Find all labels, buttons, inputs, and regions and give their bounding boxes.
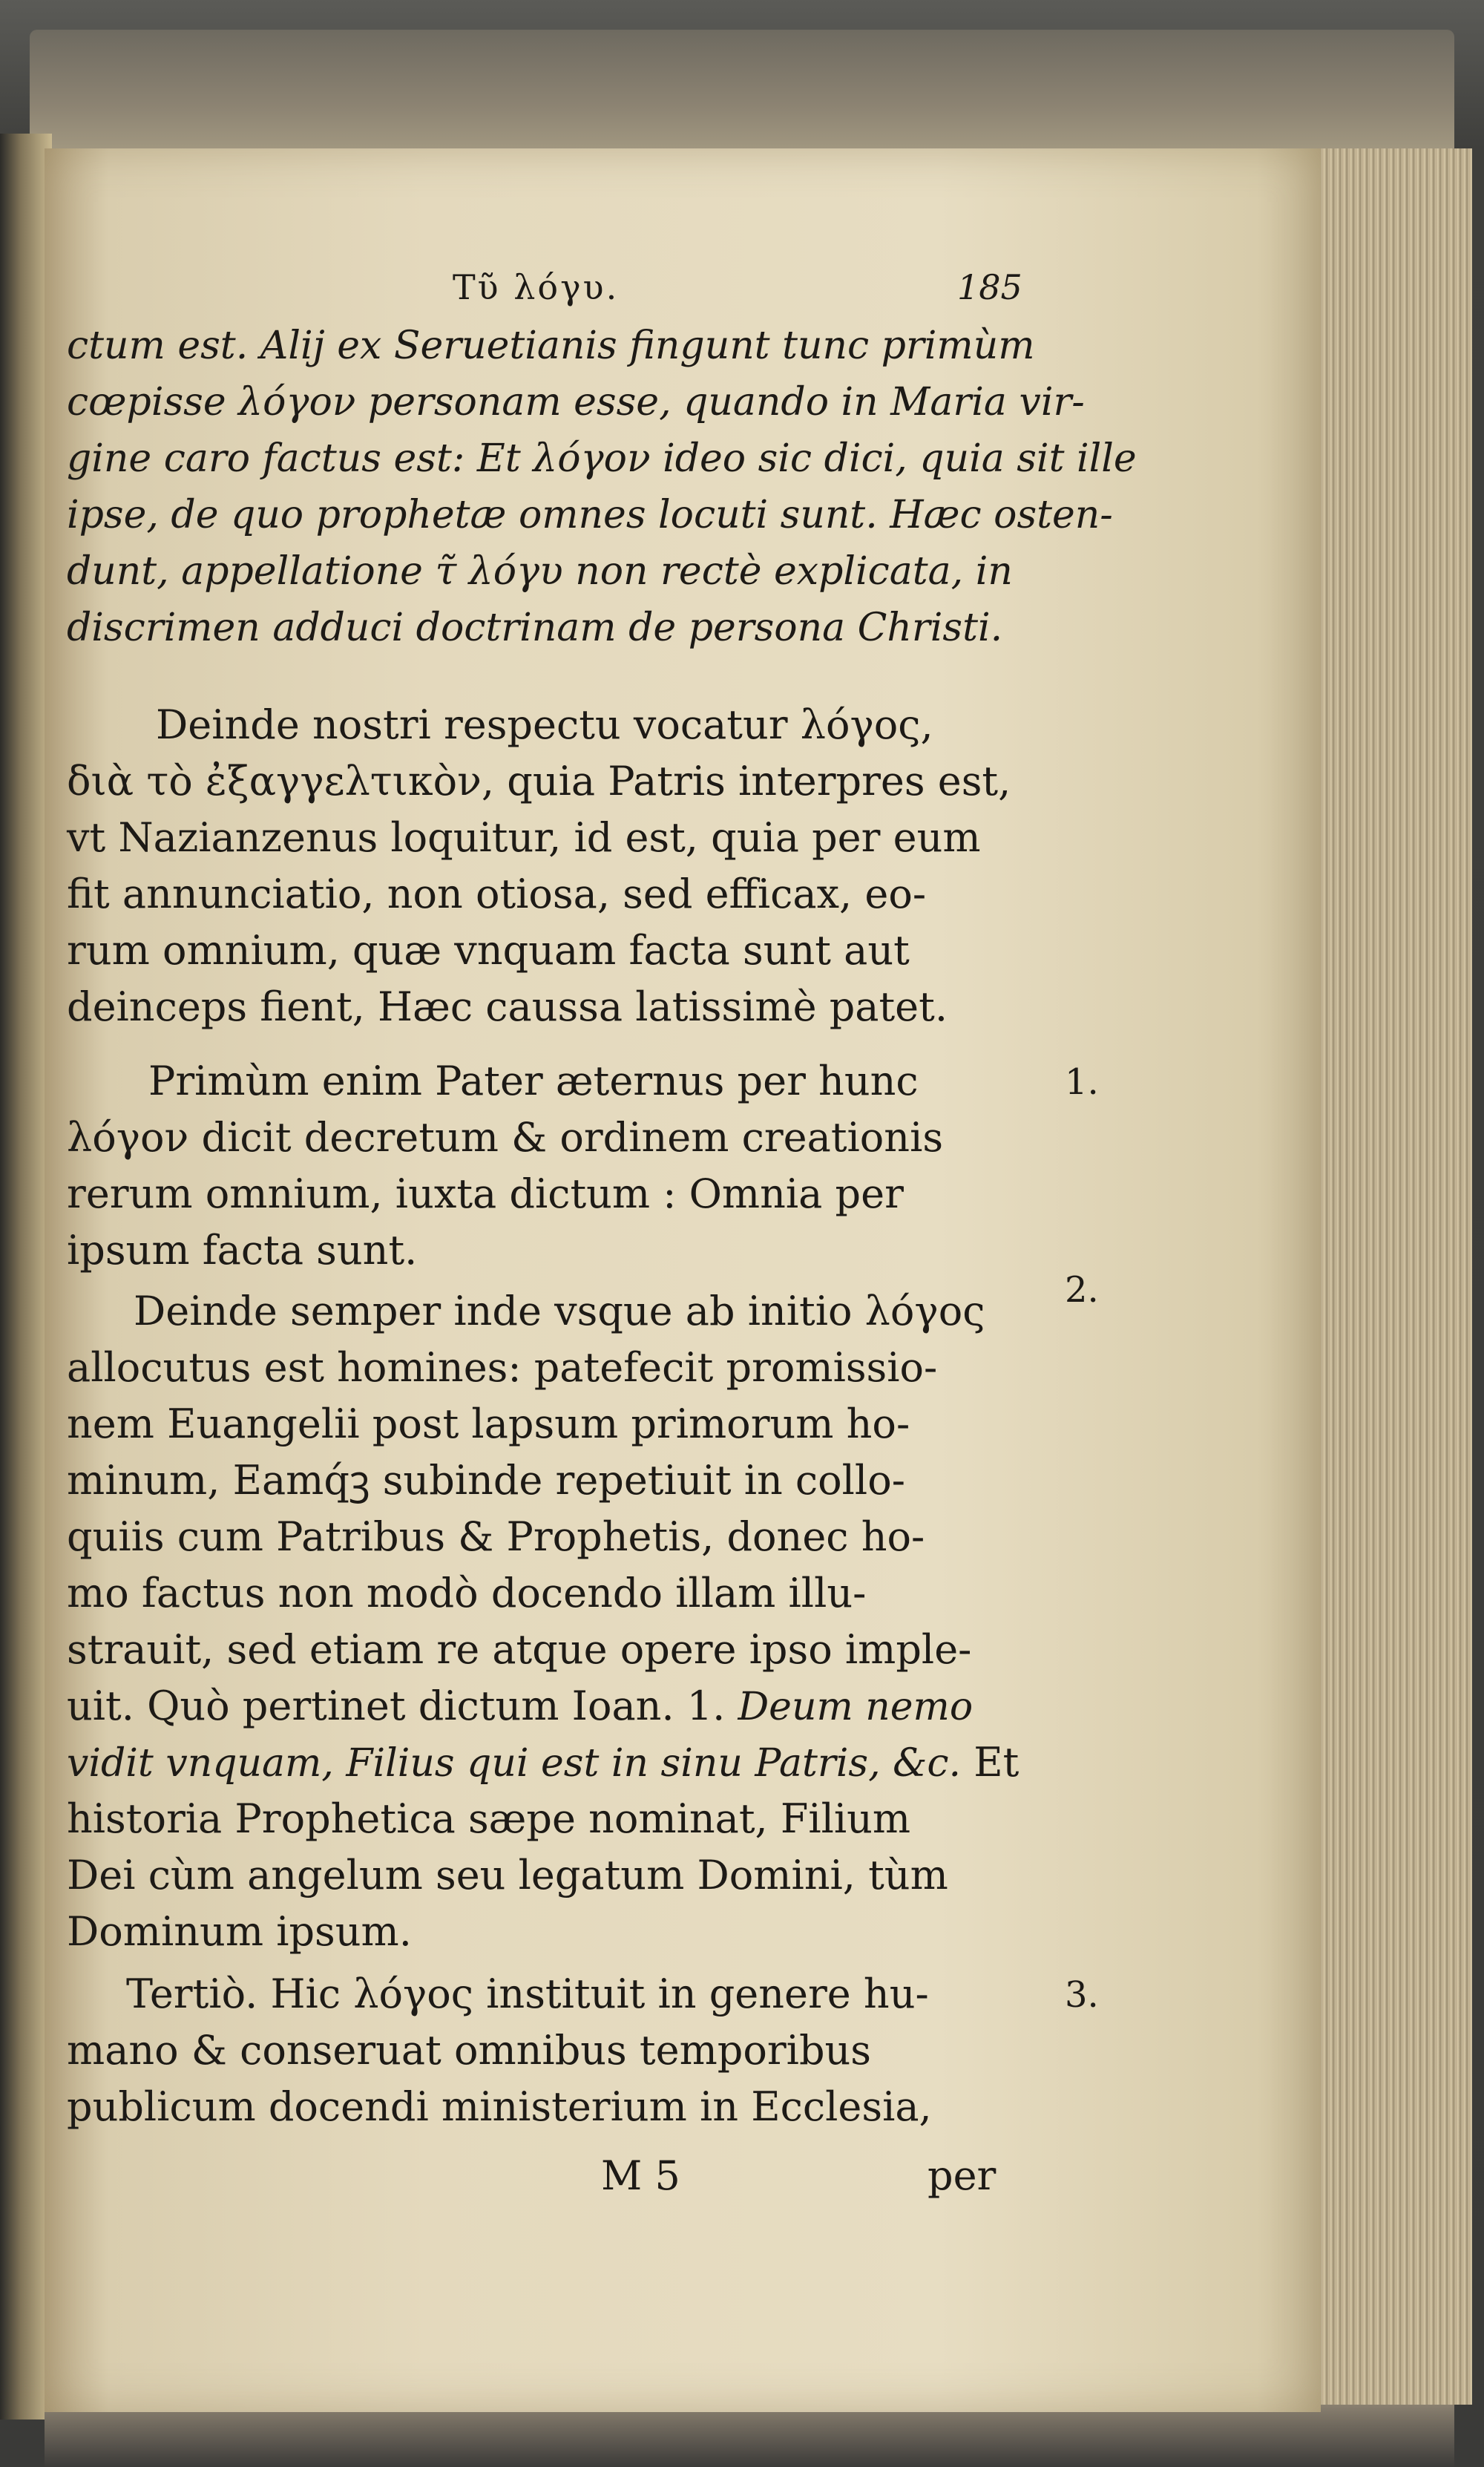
text-line: Primùm enim Pater æternus per hunc [148, 1058, 919, 1104]
running-title: Τῦ λόγυ. [453, 267, 620, 307]
text-line: mo factus non modò docendo illam illu- [67, 1570, 867, 1616]
text-line: rerum omnium, iuxta dictum : Omnia per [67, 1170, 904, 1217]
italic-quote: vidit vnquam, Filius qui est in sinu Patris, &c. [67, 1741, 962, 1786]
book-page [45, 148, 1321, 2412]
text-line: διὰ τὸ ἐξαγγελτικὸν, quia Patris interpres est, [67, 758, 1011, 805]
text-line: allocutus est homines: patefecit promissio- [67, 1344, 938, 1391]
page-number: 185 [957, 267, 1022, 307]
text-line: ipse, de quo prophetæ omnes locuti sunt. Hæc osten- [67, 493, 1113, 537]
text-line: Dominum ipsum. [67, 1908, 412, 1955]
text-line: publicum docendi ministerium in Ecclesia, [67, 2083, 932, 2130]
book-bottom-edge [45, 2405, 1454, 2467]
margin-number: 2. [1065, 1269, 1099, 1311]
text-line: quiis cum Patribus & Prophetis, donec ho- [67, 1513, 925, 1560]
text-line-mixed [67, 1683, 974, 1729]
text-line-mixed [67, 1739, 1020, 1786]
text-line: nem Euangelii post lapsum primorum ho- [67, 1400, 910, 1447]
text-line: ipsum facta sunt. [67, 1227, 418, 1274]
roman-text: Et [974, 1739, 1020, 1786]
text-line: Deinde semper inde vsque ab initio λόγος [134, 1288, 985, 1334]
text-line: vt Nazianzenus loquitur, id est, quia per eum [67, 814, 981, 861]
text-line: rum omnium, quæ vnquam facta sunt aut [67, 927, 910, 974]
text-line: Tertiò. Hic λόγος instituit in genere hu- [126, 1970, 929, 2017]
margin-number: 3. [1065, 1974, 1099, 2016]
signature-mark: M 5 [601, 2152, 680, 2199]
text-line: fit annunciatio, non otiosa, sed efficax, eo- [67, 871, 927, 917]
text-line: ctum est. Alij ex Seruetianis fingunt tunc primùm [67, 324, 1035, 368]
text-line: dunt, appellatione τ̃ λόγυ non rectè explicata, in [67, 549, 1013, 594]
text-line: deinceps fient, Hæc caussa latissimè patet. [67, 983, 948, 1030]
book-top-edge [30, 30, 1454, 156]
italic-quote: Deum nemo [738, 1685, 974, 1729]
text-line: Deinde nostri respectu vocatur λόγος, [156, 701, 933, 748]
text-line: cœpisse λόγον personam esse, quando in Maria vir- [67, 380, 1085, 425]
text-line: λόγον dicit decretum & ordinem creationis [67, 1114, 944, 1161]
text-line: mano & conseruat omnibus temporibus [67, 2027, 872, 2074]
text-line: minum, Eamq́ꝫ subinde repetiuit in collo- [67, 1457, 905, 1504]
roman-text: uit. Quò pertinet dictum Ioan. 1. [67, 1683, 726, 1729]
book-right-page-edges [1306, 148, 1472, 2405]
catchword: per [928, 2152, 997, 2199]
margin-number: 1. [1065, 1061, 1099, 1103]
text-line: discrimen adduci doctrinam de persona Christi. [67, 606, 1003, 650]
text-line: gine caro factus est: Et λόγον ideo sic dici, quia sit ille [67, 436, 1137, 481]
text-line: Dei cùm angelum seu legatum Domini, tùm [67, 1852, 948, 1898]
text-line: strauit, sed etiam re atque opere ipso imple- [67, 1626, 972, 1673]
text-line: historia Prophetica sæpe nominat, Filium [67, 1795, 911, 1842]
